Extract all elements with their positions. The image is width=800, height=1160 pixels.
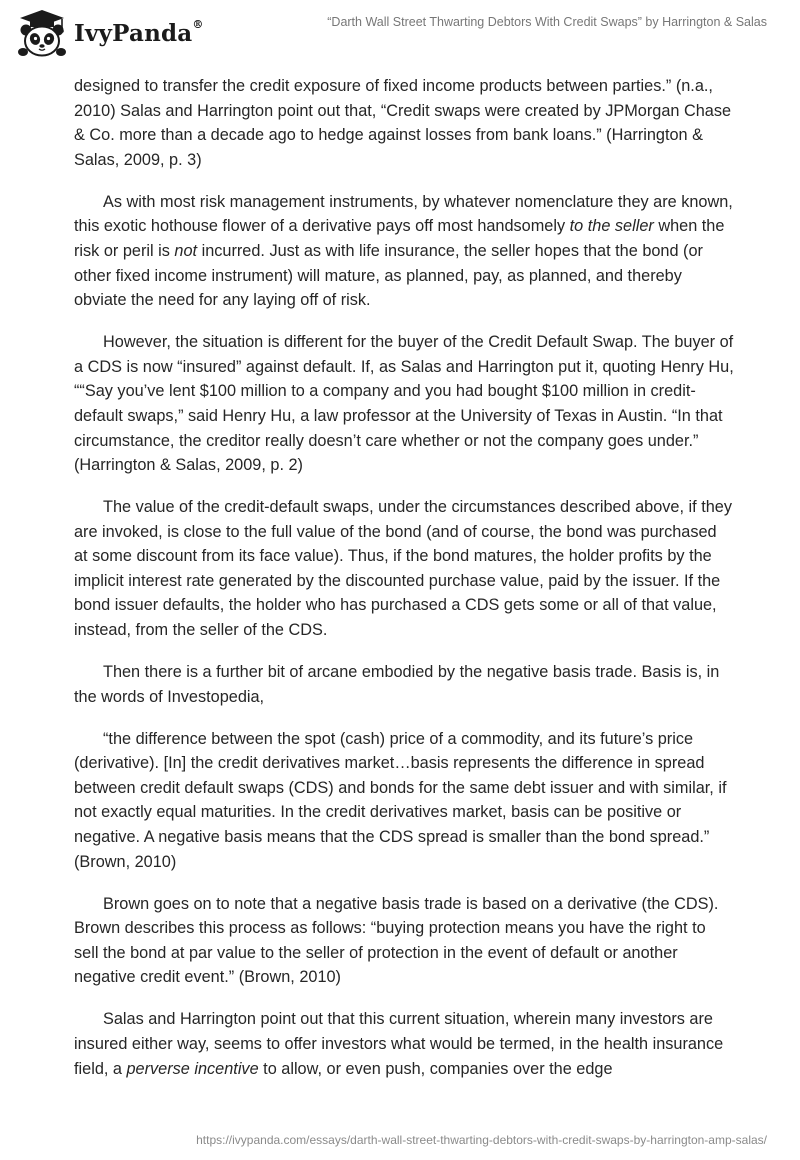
- paragraph-2: As with most risk management instruments, by whatever nomenclature they are known, this exotic hothouse flower of a derivative pays off most handsomely to the seller when the risk or peril is not incurred. Just as with life insurance, the seller hopes that the bond (or other fixed income instrument) will mature, as planned, pay, as planned, and thereby obviate the need for any laying off of risk.: [74, 192, 733, 310]
- logo-wordmark: IvyPanda®: [74, 17, 204, 47]
- block-quote: “the difference between the spot (cash) price of a commodity, and its future’s price (derivative). [In] the credit derivatives market…basis represents the difference in spread between credit default swaps (CDS) and bonds for the same debt issuer and with similar, if not exactly equal maturities. In the credit derivatives market, basis can be positive or negative. A negative basis means that the CDS spread is smaller than the bond spread.” (Brown, 2010): [74, 729, 727, 871]
- paragraph-5: Then there is a further bit of arcane embodied by the negative basis trade. Basis is, in the words of Investopedia,: [74, 663, 720, 706]
- paragraph-1: designed to transfer the credit exposure of fixed income products between parties.” (n.a., 2010) Salas and Harrington point out that, “Credit swaps were created by JPMorgan Chase & Co. more than a decade ago to hedge against losses from bank loans.” (Harrington & Salas, 2009, p. 3): [74, 77, 732, 169]
- page-header: [0, 0, 800, 64]
- document-title: “Darth Wall Street Thwarting Debtors With Credit Swaps” by Harrington & Salas: [327, 15, 767, 29]
- paragraph-8: Salas and Harrington point out that this current situation, wherein many investors are insured either way, seems to offer investors what would be termed, in the health insurance field, a perverse incentive to allow, or even push, companies over the edge: [74, 1010, 724, 1078]
- panda-graduate-icon: [14, 8, 70, 58]
- paragraph-7: Brown goes on to note that a negative basis trade is based on a derivative (the CDS). Brown describes this process as follows: “buying protection means you have the right to sell the bond at par value to the seller of protection in the event of default or another negative credit event.” (Brown, 2010): [74, 894, 719, 987]
- paragraph-3: However, the situation is different for the buyer of the Credit Default Swap. The buyer of a CDS is now “insured” against default. If, as Salas and Harrington put it, quoting Henry Hu, ““Say you’ve lent $100 million to a company and you had bought $100 million in credit-default swaps,” said Henry Hu, a law professor at the University of Texas in Austin. “In that circumstance, the creditor really doesn’t care whether or not the company goes under.” (Harrington & Salas, 2009, p. 2): [74, 333, 734, 475]
- ivypanda-logo[interactable]: [14, 8, 204, 58]
- paragraph-4: The value of the credit-default swaps, under the circumstances described above, if they are invoked, is close to the full value of the bond (and of course, the bond was purchased at some discount from its face value). Thus, if the bond matures, the holder profits by the implicit interest rate generated by the discounted purchase value, paid by the issuer. If the bond issuer defaults, the holder who has purchased a CDS gets some or all of that value, instead, from the seller of the CDS.: [74, 498, 732, 640]
- source-url-link[interactable]: https://ivypanda.com/essays/darth-wall-street-thwarting-debtors-with-credit-swaps-by-harrington-amp-salas/: [196, 1133, 767, 1147]
- essay-body: [74, 74, 734, 1099]
